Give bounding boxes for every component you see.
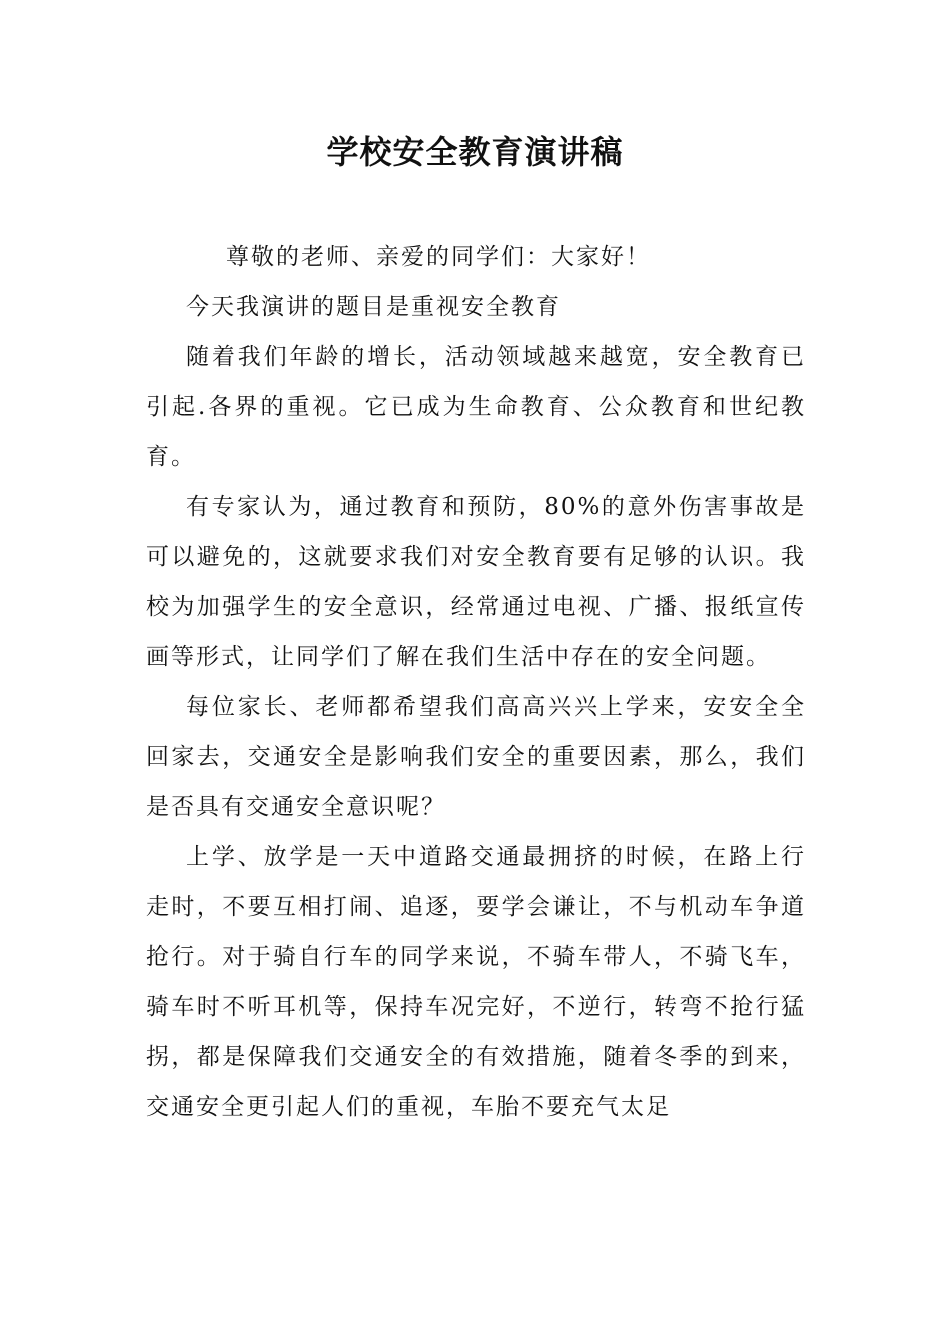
paragraph: 每位家长、老师都希望我们高高兴兴上学来，安安全全回家去，交通安全是影响我们安全的重要因素，那么，我们是否具有交通安全意识呢？: [146, 694, 806, 820]
paragraph-salutation: 尊敬的老师、亲爱的同学们：大家好！: [226, 244, 651, 270]
document-body: [146, 232, 806, 1132]
paragraph-topic: 今天我演讲的题目是重视安全教育: [186, 294, 561, 320]
paragraph: 有专家认为，通过教育和预防，80%的意外伤害事故是可以避免的，这就要求我们对安全教育要有足够的认识。我校为加强学生的安全意识，经常通过电视、广播、报纸宣传画等形式，让同学们了解在我们生活中存在的安全问题。: [146, 494, 806, 670]
paragraph: 上学、放学是一天中道路交通最拥挤的时候，在路上行走时，不要互相打闹、追逐，要学会谦让，不与机动车争道抢行。对于骑自行车的同学来说，不骑车带人，不骑飞车，骑车时不听耳机等，保持车况完好，不逆行，转弯不抢行猛拐，都是保障我们交通安全的有效措施，随着冬季的到来，交通安全更引起人们的重视，车胎不要充气太足: [146, 844, 806, 1120]
paragraph: 随着我们年龄的增长，活动领域越来越宽，安全教育已引起.各界的重视。它已成为生命教育、公众教育和世纪教育。: [146, 344, 806, 470]
document-title: 学校安全教育演讲稿: [326, 133, 624, 171]
